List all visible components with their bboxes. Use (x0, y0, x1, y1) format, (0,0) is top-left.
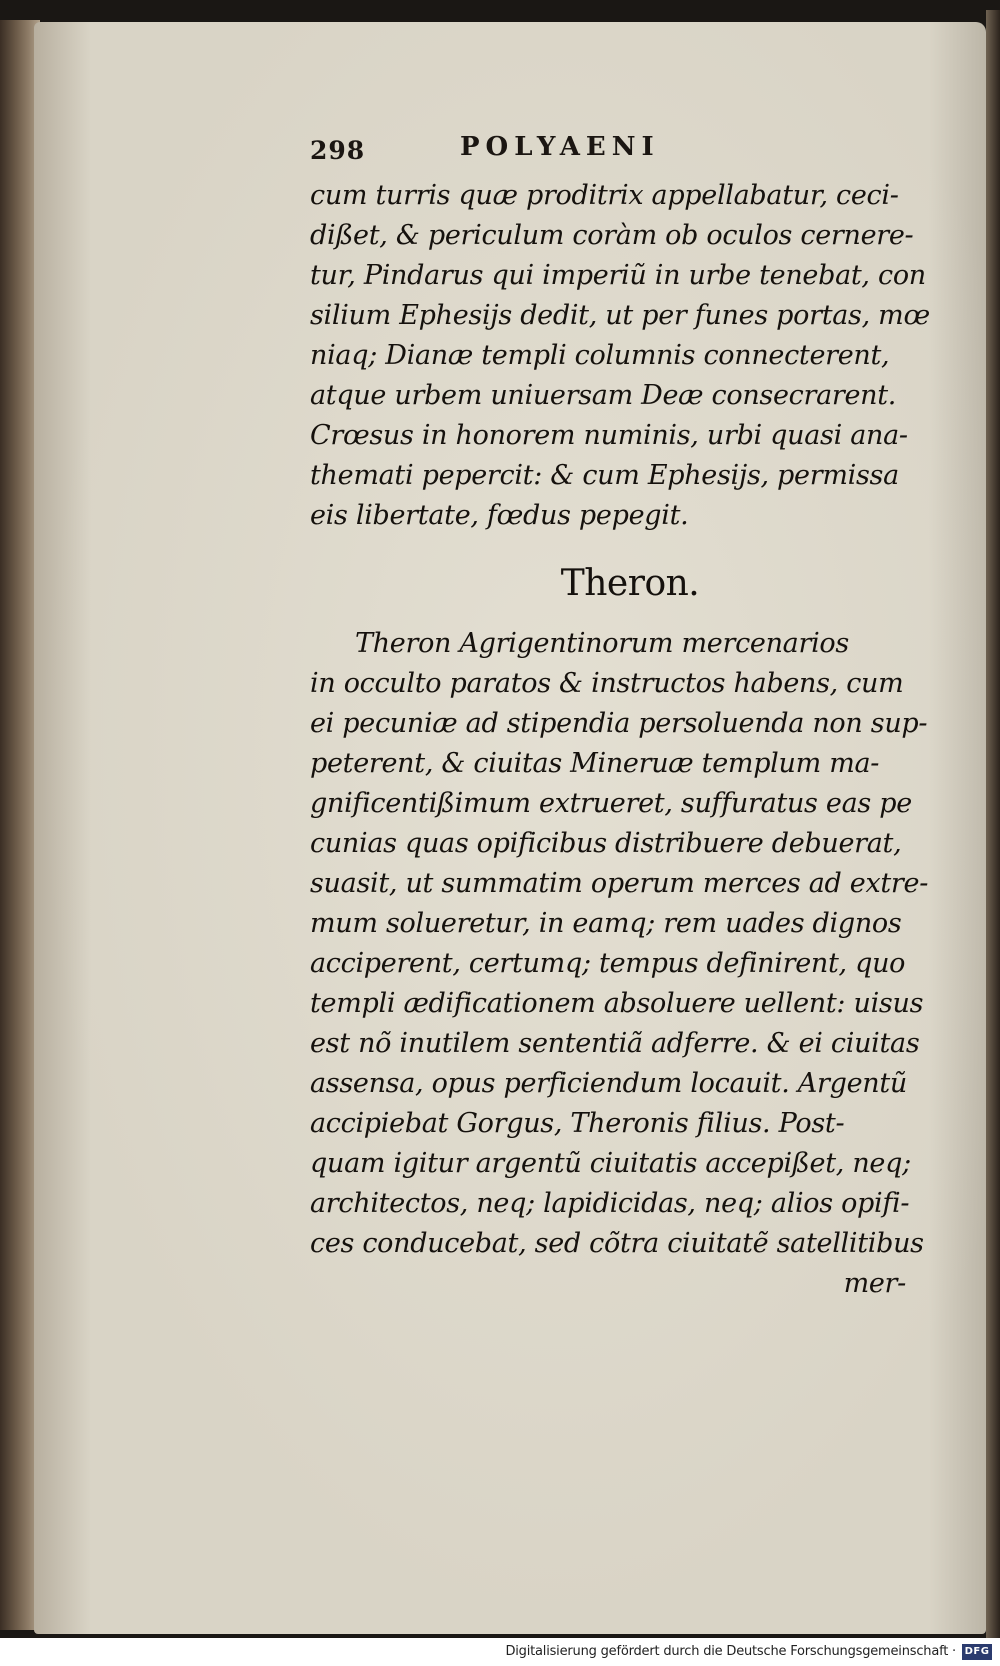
text-line: suasit, ut summatim operum merces ad extre- (310, 868, 929, 899)
text-line: dißet, & periculum coràm ob oculos cernere- (310, 220, 914, 251)
section-heading: Theron. (560, 563, 700, 604)
text-line: niaq; Dianæ templi columnis connecterent, (310, 340, 890, 371)
catchword: mer- (843, 1268, 906, 1299)
text-line: accipiebat Gorgus, Theronis filius. Post- (310, 1108, 845, 1139)
running-head (310, 132, 740, 172)
text-line: ces conducebat, sed cõtra ciuitatẽ satellitibus (310, 1228, 924, 1259)
text-line: Crœsus in honorem numinis, urbi quasi ana- (310, 420, 908, 451)
text-line: architectos, neq; lapidicidas, neq; alios opifi- (310, 1188, 910, 1219)
text-line: assensa, opus perficiendum locauit. Argentũ (310, 1068, 907, 1099)
text-line: peterent, & ciuitas Mineruæ templum ma- (310, 748, 880, 779)
dfg-logo: DFG (962, 1644, 992, 1660)
text-line: themati pepercit: & cum Ephesijs, permissa (310, 460, 899, 491)
funding-credit: Digitalisierung gefördert durch die Deutsche Forschungsgemeinschaft · (505, 1644, 956, 1659)
text-line: gnificentißimum extrueret, suffuratus eas pe (310, 788, 912, 819)
paragraph-2 (310, 624, 929, 1264)
text-line: tur, Pindarus qui imperiũ in urbe tenebat, con (310, 260, 926, 291)
book-fore-edge (986, 10, 1000, 1640)
paragraph-1 (310, 176, 930, 536)
running-title: POLYAENI (460, 132, 660, 162)
text-line: acciperent, certumq; tempus definirent, quo (310, 948, 906, 979)
text-line: mum solueretur, in eamq; rem uades dignos (310, 908, 902, 939)
text-line: silium Ephesijs dedit, ut per funes portas, mœ (310, 300, 930, 331)
text-line: quam igitur argentũ ciuitatis accepißet, neq; (310, 1148, 911, 1179)
text-line: Theron Agrigentinorum mercenarios (355, 628, 849, 659)
text-block (310, 176, 930, 1304)
digitization-footer (0, 1638, 1000, 1666)
text-line: eis libertate, fœdus pepegit. (310, 500, 689, 531)
text-line: templi ædificationem absoluere uellent: uisus (310, 988, 924, 1019)
text-line: cum turris quæ proditrix appellabatur, ceci- (310, 180, 899, 211)
text-line: in occulto paratos & instructos habens, cum (310, 668, 904, 699)
text-line: ei pecuniæ ad stipendia persoluenda non sup- (310, 708, 928, 739)
text-line: est nõ inutilem sententiã adferre. & ei ciuitas (310, 1028, 920, 1059)
text-line: cunias quas opificibus distribuere debuerat, (310, 828, 902, 859)
text-line: atque urbem uniuersam Deæ consecrarent. (310, 380, 897, 411)
page-number: 298 (310, 136, 366, 165)
